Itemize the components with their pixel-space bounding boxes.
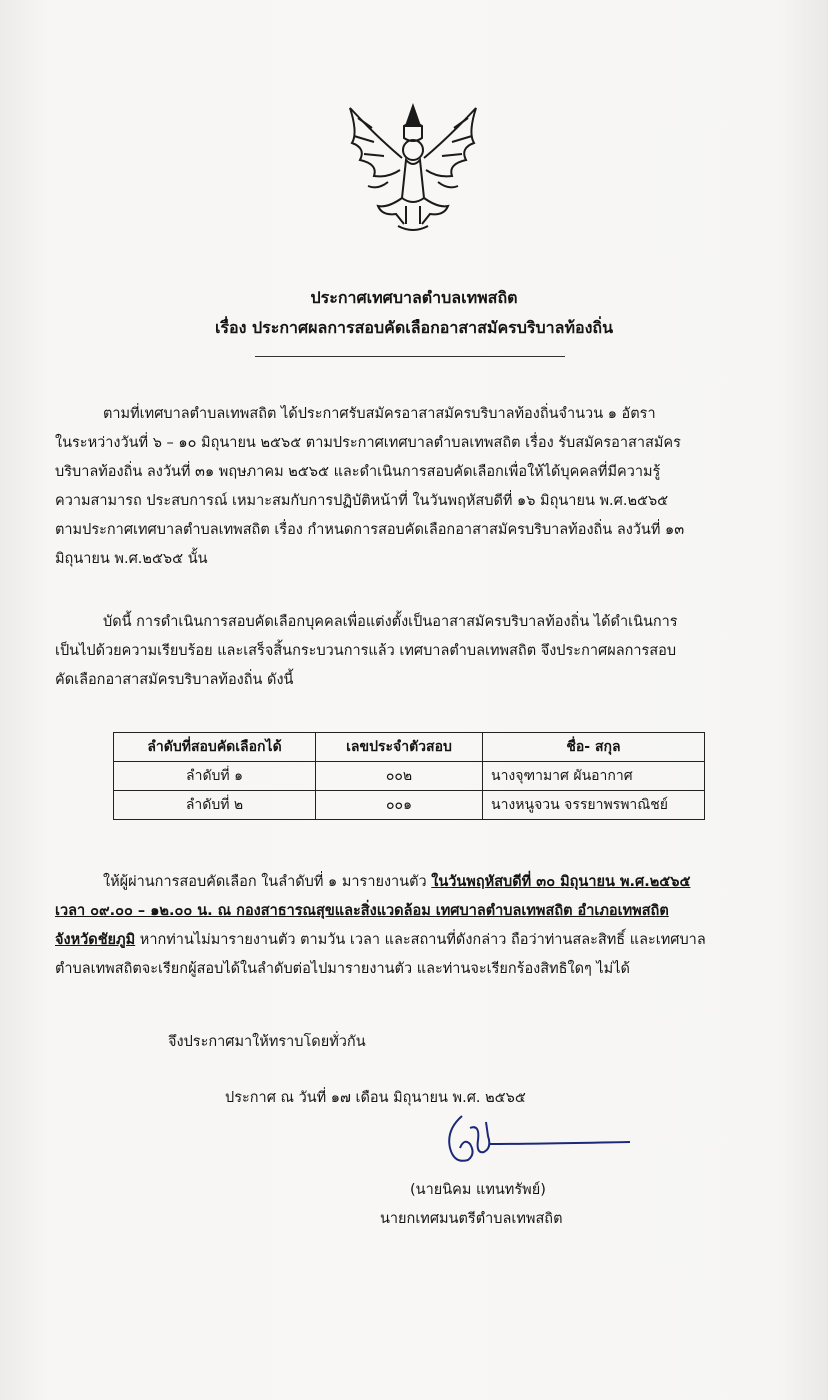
report-date-text: ในวันพฤหัสบดีที่ ๓๐ มิถุนายน พ.ศ.๒๕๖๕ (431, 874, 691, 890)
paragraph-line (55, 926, 781, 955)
paragraph-line: เป็นไปด้วยความเรียบร้อย และเสร็จสิ้นกระบวนการแล้ว เทศบาลตำบลเทพสถิต จึงประกาศผลการสอบ (55, 643, 677, 659)
cell-exam-id: ๐๐๒ (316, 762, 483, 791)
report-province-text: จังหวัดชัยภูมิ (55, 932, 136, 948)
paragraph-report-instructions (55, 868, 781, 984)
cell-name: นางหนูจวน จรรยาพรพาณิชย์ (483, 791, 705, 820)
document-title: ประกาศเทศบาลตำบลเทพสถิต (310, 288, 518, 307)
table-row (114, 791, 705, 820)
paragraph-announcement (55, 400, 781, 574)
cell-name: นางจุฑามาศ ผันอากาศ (483, 762, 705, 791)
signer-name: (นายนิคม แทนทรัพย์) (410, 1182, 546, 1198)
signer-position: นายกเทศมนตรีตำบลเทพสถิต (380, 1211, 563, 1227)
cell-exam-id: ๐๐๑ (316, 791, 483, 820)
results-table (113, 732, 705, 820)
paragraph-line: บัดนี้ การดำเนินการสอบคัดเลือกบุคคลเพื่อแต่งตั้งเป็นอาสาสมัครบริบาลท้องถิ่น ได้ดำเนินการ (103, 614, 678, 630)
closing-statement: จึงประกาศมาให้ทราบโดยทั่วกัน (168, 1034, 366, 1050)
title-divider (255, 356, 565, 357)
document-subject: เรื่อง ประกาศผลการสอบคัดเลือกอาสาสมัครบริบาลท้องถิ่น (214, 318, 614, 337)
report-warning-text: หากท่านไม่มารายงานตัว ตามวัน เวลา และสถานที่ดังกล่าว ถือว่าท่านสละสิทธิ์ และเทศบาล (135, 932, 706, 948)
table-row (114, 762, 705, 791)
handwritten-signature-icon (440, 1108, 640, 1168)
report-intro-text: ให้ผู้ผ่านการสอบคัดเลือก ในลำดับที่ ๑ มารายงานตัว (103, 874, 432, 890)
paragraph-line: บริบาลท้องถิ่น ลงวันที่ ๓๑ พฤษภาคม ๒๕๖๕ และดำเนินการสอบคัดเลือกเพื่อให้ได้บุคคลที่มีความรู้ (55, 464, 661, 480)
paragraph-line (55, 897, 781, 926)
cell-rank: ลำดับที่ ๒ (114, 791, 316, 820)
paragraph-line: คัดเลือกอาสาสมัครบริบาลท้องถิ่น ดังนี้ (55, 672, 294, 688)
paragraph-line: มิถุนายน พ.ศ.๒๕๖๕ นั้น (55, 551, 208, 567)
cell-rank: ลำดับที่ ๑ (114, 762, 316, 791)
column-header-rank: ลำดับที่สอบคัดเลือกได้ (114, 733, 316, 762)
paragraph-line (55, 868, 781, 897)
table-header-row (114, 733, 705, 762)
paragraph-line: ตำบลเทพสถิตจะเรียกผู้สอบได้ในลำดับต่อไปมารายงานตัว และท่านจะเรียกร้องสิทธิใดๆ ไม่ได้ (55, 961, 630, 977)
paragraph-line: ตามประกาศเทศบาลตำบลเทพสถิต เรื่อง กำหนดการสอบคัดเลือกอาสาสมัครบริบาลท้องถิ่น ลงวันที่ ๑๓ (55, 522, 685, 538)
announcement-date: ประกาศ ณ วันที่ ๑๗ เดือน มิถุนายน พ.ศ. ๒๕๖๕ (225, 1090, 526, 1106)
paragraph-result-intro (55, 608, 781, 695)
paragraph-line: ตามที่เทศบาลตำบลเทพสถิต ได้ประกาศรับสมัครอาสาสมัครบริบาลท้องถิ่นจำนวน ๑ อัตรา (103, 406, 656, 422)
paragraph-line: ความสามารถ ประสบการณ์ เหมาะสมกับการปฏิบัติหน้าที่ ในวันพฤหัสบดีที่ ๑๖ มิถุนายน พ.ศ.๒๕๖๕ (55, 493, 669, 509)
report-time-place-text: เวลา ๐๙.๐๐ – ๑๒.๐๐ น. ณ กองสาธารณสุขและสิ่งแวดล้อม เทศบาลตำบลเทพสถิต อำเภอเทพสถิต (55, 903, 669, 919)
column-header-name: ชื่อ- สกุล (483, 733, 705, 762)
paragraph-line: ในระหว่างวันที่ ๖ – ๑๐ มิถุนายน ๒๕๖๕ ตามประกาศเทศบาลตำบลเทพสถิต เรื่อง รับสมัครอาสาสมัคร (55, 435, 681, 451)
column-header-exam-id: เลขประจำตัวสอบ (316, 733, 483, 762)
garuda-emblem-icon (338, 98, 488, 238)
